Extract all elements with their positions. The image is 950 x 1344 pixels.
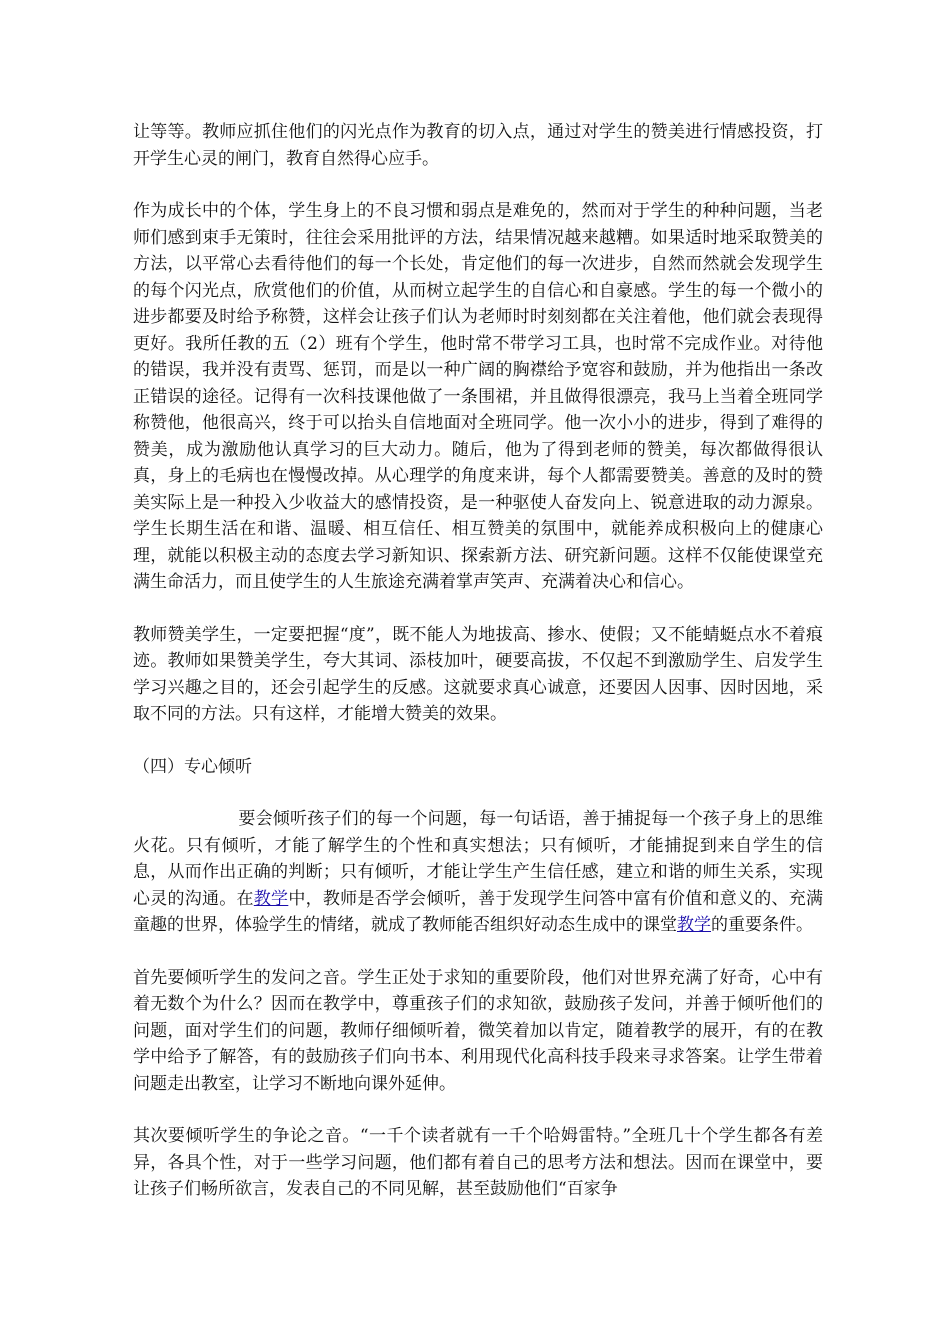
- paragraph-listening-part1: 要会倾听孩子们的每一个问题，每一句话语，善于捕捉每一个孩子身上的思维火花。只有倾听，才能了解学生的个性和真实想法；只有倾听，才能捕捉到来自学生的信息，从而作出正确的判断；只有倾听，才能让学生产生信任感，建立和谐的师生关系，实现心灵的沟通。在: [133, 809, 823, 909]
- paragraph-listening: [133, 806, 823, 939]
- paragraph-listen-debate: 其次要倾听学生的争论之音。“一千个读者就有一千个哈姆雷特。”全班几十个学生都各有差异，各具个性，对于一些学习问题，他们都有着自己的思考方法和想法。因而在课堂中，要让孩子们畅所欲言，发表自己的不同见解，甚至鼓励他们“百家争: [133, 1126, 823, 1199]
- teaching-link-2[interactable]: 教学: [677, 915, 711, 935]
- paragraph-praise-investment: 让等等。教师应抓住他们的闪光点作为教育的切入点，通过对学生的赞美进行情感投资，打开学生心灵的闸门，教育自然得心应手。: [133, 122, 823, 169]
- paragraph-listening-part2: 中，教师是否学会倾听，善于发现学生问答中富有价值和意义的、充满童趣的世界，体验学生的情绪，就成了教师能否组织好动态生成中的课堂: [133, 888, 824, 935]
- paragraph-listen-questions: 首先要倾听学生的发问之音。学生正处于求知的重要阶段，他们对世界充满了好奇，心中有着无数个为什么？因而在教学中，尊重孩子们的求知欲，鼓励孩子发问，并善于倾听他们的问题，面对学生们的问题，教师仔细倾听着，微笑着加以肯定，随着教学的展开，有的在教学中给予了解答，有的鼓励孩子们向书本、利用现代化高科技手段来寻求答案。让学生带着问题走出教室，让学习不断地向课外延伸。: [133, 967, 823, 1094]
- section-heading: （四）专心倾听: [133, 756, 252, 777]
- document-page: [133, 119, 823, 1229]
- paragraph-praise-method: 作为成长中的个体，学生身上的不良习惯和弱点是难免的，然而对于学生的种种问题，当老师们感到束手无策时，往往会采用批评的方法，结果情况越来越糟。如果适时地采取赞美的方法，以平常心去看待他们的每一个长处，肯定他们的每一次进步，自然而然就会发现学生的每个闪光点，欣赏他们的价值，从而树立起学生的自信心和自豪感。学生的每一个微小的进步都要及时给予称赞，这样会让孩子们认为老师时时刻刻都在关注着他，他们就会表现得更好。我所任教的五（2）班有个学生，他时常不带学习工具，也时常不完成作业。对待他的错误，我并没有责骂、惩罚，而是以一种广阔的胸襟给予宽容和鼓励，并为他指出一条改正错误的途径。记得有一次科技课他做了一条围裙，并且做得很漂亮，我马上当着全班同学称赞他，他很高兴，终于可以抬头自信地面对全班同学。他一次小小的进步，得到了难得的赞美，成为激励他认真学习的巨大动力。随后，他为了得到老师的赞美，每次都做得很认真，身上的毛病也在慢慢改掉。从心理学的角度来讲，每个人都需要赞美。善意的及时的赞美实际上是一种投入少收益大的感情投资，是一种驱使人奋发向上、锐意进取的动力源泉。学生长期生活在和谐、温暖、相互信任、相互赞美的氛围中，就能养成积极向上的健康心理，就能以积极主动的态度去学习新知识、探索新方法、研究新问题。这样不仅能使课堂充满生命活力，而且使学生的人生旅途充满着掌声笑声、充满着决心和信心。: [133, 201, 823, 592]
- paragraph-listening-part3: 的重要条件。: [711, 915, 813, 935]
- paragraph-praise-degree: 教师赞美学生，一定要把握“度”，既不能人为地拔高、掺水、使假；又不能蜻蜓点水不着痕迹。教师如果赞美学生，夸大其词、添枝加叶，硬要高拔，不仅起不到激励学生、启发学生学习兴趣之目的，还会引起学生的反感。这就要求真心诚意，还要因人因事、因时因地，采取不同的方法。只有这样，才能增大赞美的效果。: [133, 624, 823, 724]
- teaching-link-1[interactable]: 教学: [253, 888, 289, 909]
